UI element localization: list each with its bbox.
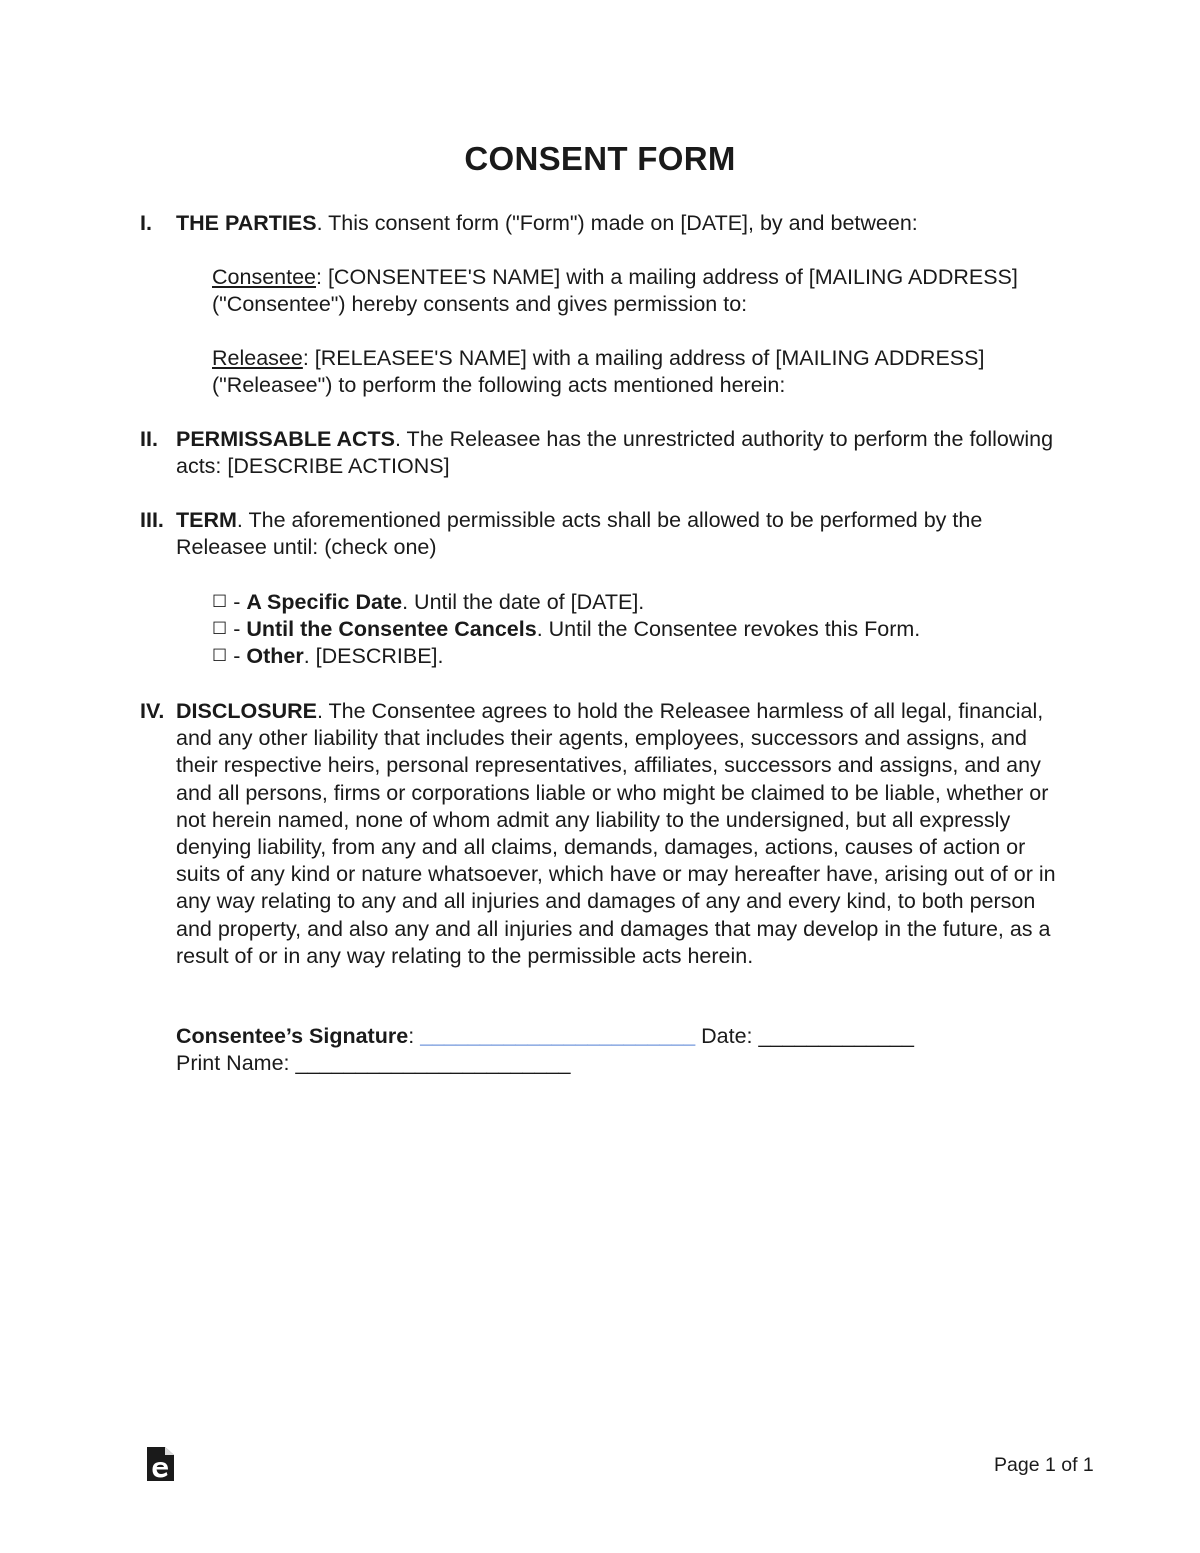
section-heading: DISCLOSURE <box>176 699 317 723</box>
term-option <box>212 616 1072 645</box>
releasee-text: : [RELEASEE'S NAME] with a mailing address of [MAILING ADDRESS] ("Releasee") to perform the following acts mentioned herein: <box>212 346 985 398</box>
option-label: A Specific Date <box>246 590 403 614</box>
section-text: . The aforementioned permissible acts shall be allowed to be performed by the Releasee until: (check one) <box>176 508 983 560</box>
section-body <box>176 507 1070 561</box>
print-name-label: Print Name: <box>176 1051 296 1075</box>
section-disclosure <box>140 698 1070 970</box>
signature-colon: : <box>408 1024 421 1048</box>
section-parties <box>140 210 1070 237</box>
consentee-text: : [CONSENTEE'S NAME] with a mailing address of [MAILING ADDRESS] ("Consentee") hereby consents and gives permission to: <box>212 265 1018 317</box>
section-body <box>176 210 1070 237</box>
checkbox[interactable]: ☐ <box>212 592 228 612</box>
option-dash: - <box>227 617 247 641</box>
section-heading: THE PARTIES <box>176 211 317 235</box>
checkbox[interactable]: ☐ <box>212 619 228 639</box>
print-name-field[interactable]: _______________________ <box>295 1051 571 1075</box>
option-text: . Until the date of [DATE]. <box>402 590 645 614</box>
option-text: . [DESCRIBE]. <box>303 644 444 668</box>
section-term <box>140 507 1070 561</box>
section-body <box>176 426 1070 480</box>
section-number: III. <box>140 508 164 532</box>
section-text: . The Releasee has the unrestricted authority to perform the following acts: [DESCRIBE ACTIONS] <box>176 427 1054 479</box>
eforms-logo-icon <box>147 1443 174 1481</box>
signature-field[interactable]: _______________________ <box>420 1024 696 1048</box>
signature-label: Consentee’s Signature <box>176 1024 409 1048</box>
date-field[interactable]: _____________ <box>758 1024 914 1048</box>
section-heading: TERM <box>176 508 237 532</box>
option-label: Until the Consentee Cancels <box>246 617 537 641</box>
releasee-label: Releasee <box>212 346 303 370</box>
option-text: . Until the Consentee revokes this Form. <box>536 617 921 641</box>
consentee-paragraph <box>212 264 1072 318</box>
page-number: Page 1 of 1 <box>994 1454 1094 1476</box>
print-name-row <box>176 1050 1076 1077</box>
document-title: CONSENT FORM <box>464 140 736 177</box>
section-number: IV. <box>140 699 165 723</box>
option-label: Other <box>246 644 304 668</box>
checkbox[interactable]: ☐ <box>212 646 228 666</box>
section-number: I. <box>140 211 152 235</box>
term-option <box>212 643 1072 672</box>
section-text: . The Consentee agrees to hold the Releasee harmless of all legal, financial, and any other liability that includes their agents, employees, successors and assigns, and their respective heirs, personal representatives, affiliates, successors and assigns, and any and all persons, firms or corporations liable or who might be claimed to be liable, whether or not herein named, none of whom admit any liability to the undersigned, but all expressly denying liability, from any and all claims, demands, damages, actions, causes of action or suits of any kind or nature whatsoever, which have or may hereafter have, arising out of or in any way relating to any and all injuries and damages of any and every kind, to both person and property, and also any and all injuries and damages that may develop in the future, as a result of or in any way relating to the permissible acts herein. <box>176 699 1056 968</box>
date-label: Date: <box>695 1024 759 1048</box>
section-heading: PERMISSABLE ACTS <box>176 427 395 451</box>
consentee-label: Consentee <box>212 265 316 289</box>
signature-line-row <box>176 1023 1076 1050</box>
section-number: II. <box>140 427 158 451</box>
section-text: . This consent form ("Form") made on [DATE], by and between: <box>316 211 918 235</box>
option-dash: - <box>227 590 247 614</box>
term-option <box>212 589 1072 618</box>
section-permissable-acts <box>140 426 1070 480</box>
option-dash: - <box>227 644 247 668</box>
section-body <box>176 698 1070 970</box>
releasee-paragraph <box>212 345 1072 399</box>
